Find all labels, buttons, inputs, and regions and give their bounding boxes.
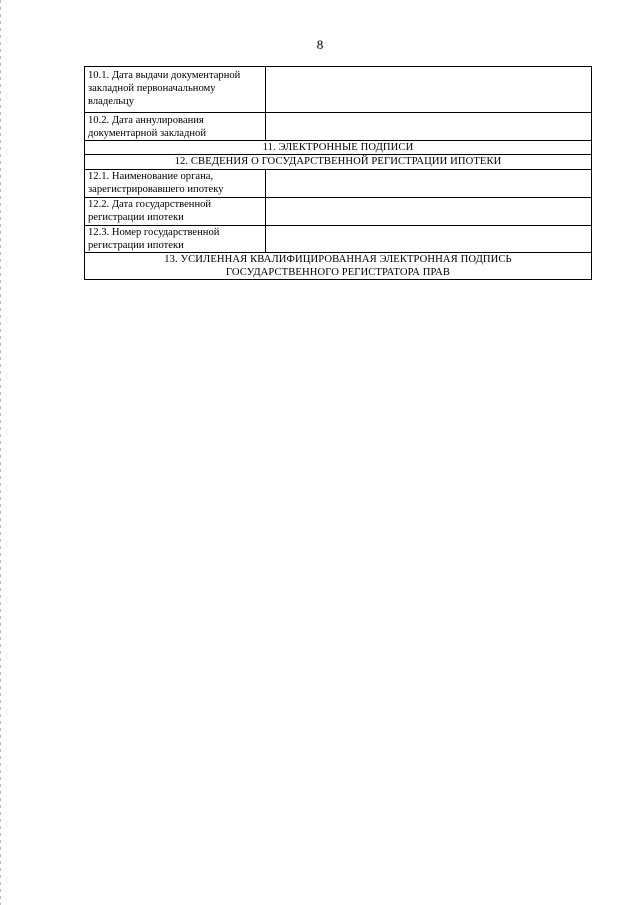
row-label-cancellation-date: 10.2. Дата аннулирования документарной закладной: [85, 113, 266, 141]
table-row: [85, 113, 592, 141]
section-heading-registrar-signature: [85, 253, 592, 280]
section-row: [85, 253, 592, 280]
table-row: [85, 226, 592, 253]
section-heading-line-2: ГОСУДАРСТВЕННОГО РЕГИСТРАТОРА ПРАВ: [225, 267, 451, 278]
row-value-cancellation-date: [266, 113, 592, 141]
row-value-issue-date: [266, 67, 592, 113]
row-label-issue-date: 10.1. Дата выдачи документарной закладной первоначальному владельцу: [85, 67, 266, 113]
row-value-registering-authority: [266, 170, 592, 198]
row-label-registration-date: 12.2. Дата государственной регистрации ипотеки: [85, 198, 266, 226]
row-value-registration-date: [266, 198, 592, 226]
page-number: 8: [316, 37, 324, 52]
section-heading-electronic-signatures: 11. ЭЛЕКТРОННЫЕ ПОДПИСИ: [85, 141, 592, 155]
row-value-registration-number: [266, 226, 592, 253]
row-label-registering-authority: 12.1. Наименование органа, зарегистрировавшего ипотеку: [85, 170, 266, 198]
scan-edge-mark: [0, 0, 1, 905]
section-row: [85, 141, 592, 155]
mortgage-form-table: [84, 66, 592, 280]
table-row: [85, 198, 592, 226]
section-heading-line-1: 13. УСИЛЕННАЯ КВАЛИФИЦИРОВАННАЯ ЭЛЕКТРОННАЯ ПОДПИСЬ: [164, 254, 512, 265]
table-row: [85, 170, 592, 198]
table-row: [85, 67, 592, 113]
section-row: [85, 155, 592, 170]
row-label-registration-number: 12.3. Номер государственной регистрации ипотеки: [85, 226, 266, 253]
section-heading-state-registration: 12. СВЕДЕНИЯ О ГОСУДАРСТВЕННОЙ РЕГИСТРАЦИИ ИПОТЕКИ: [85, 155, 592, 170]
